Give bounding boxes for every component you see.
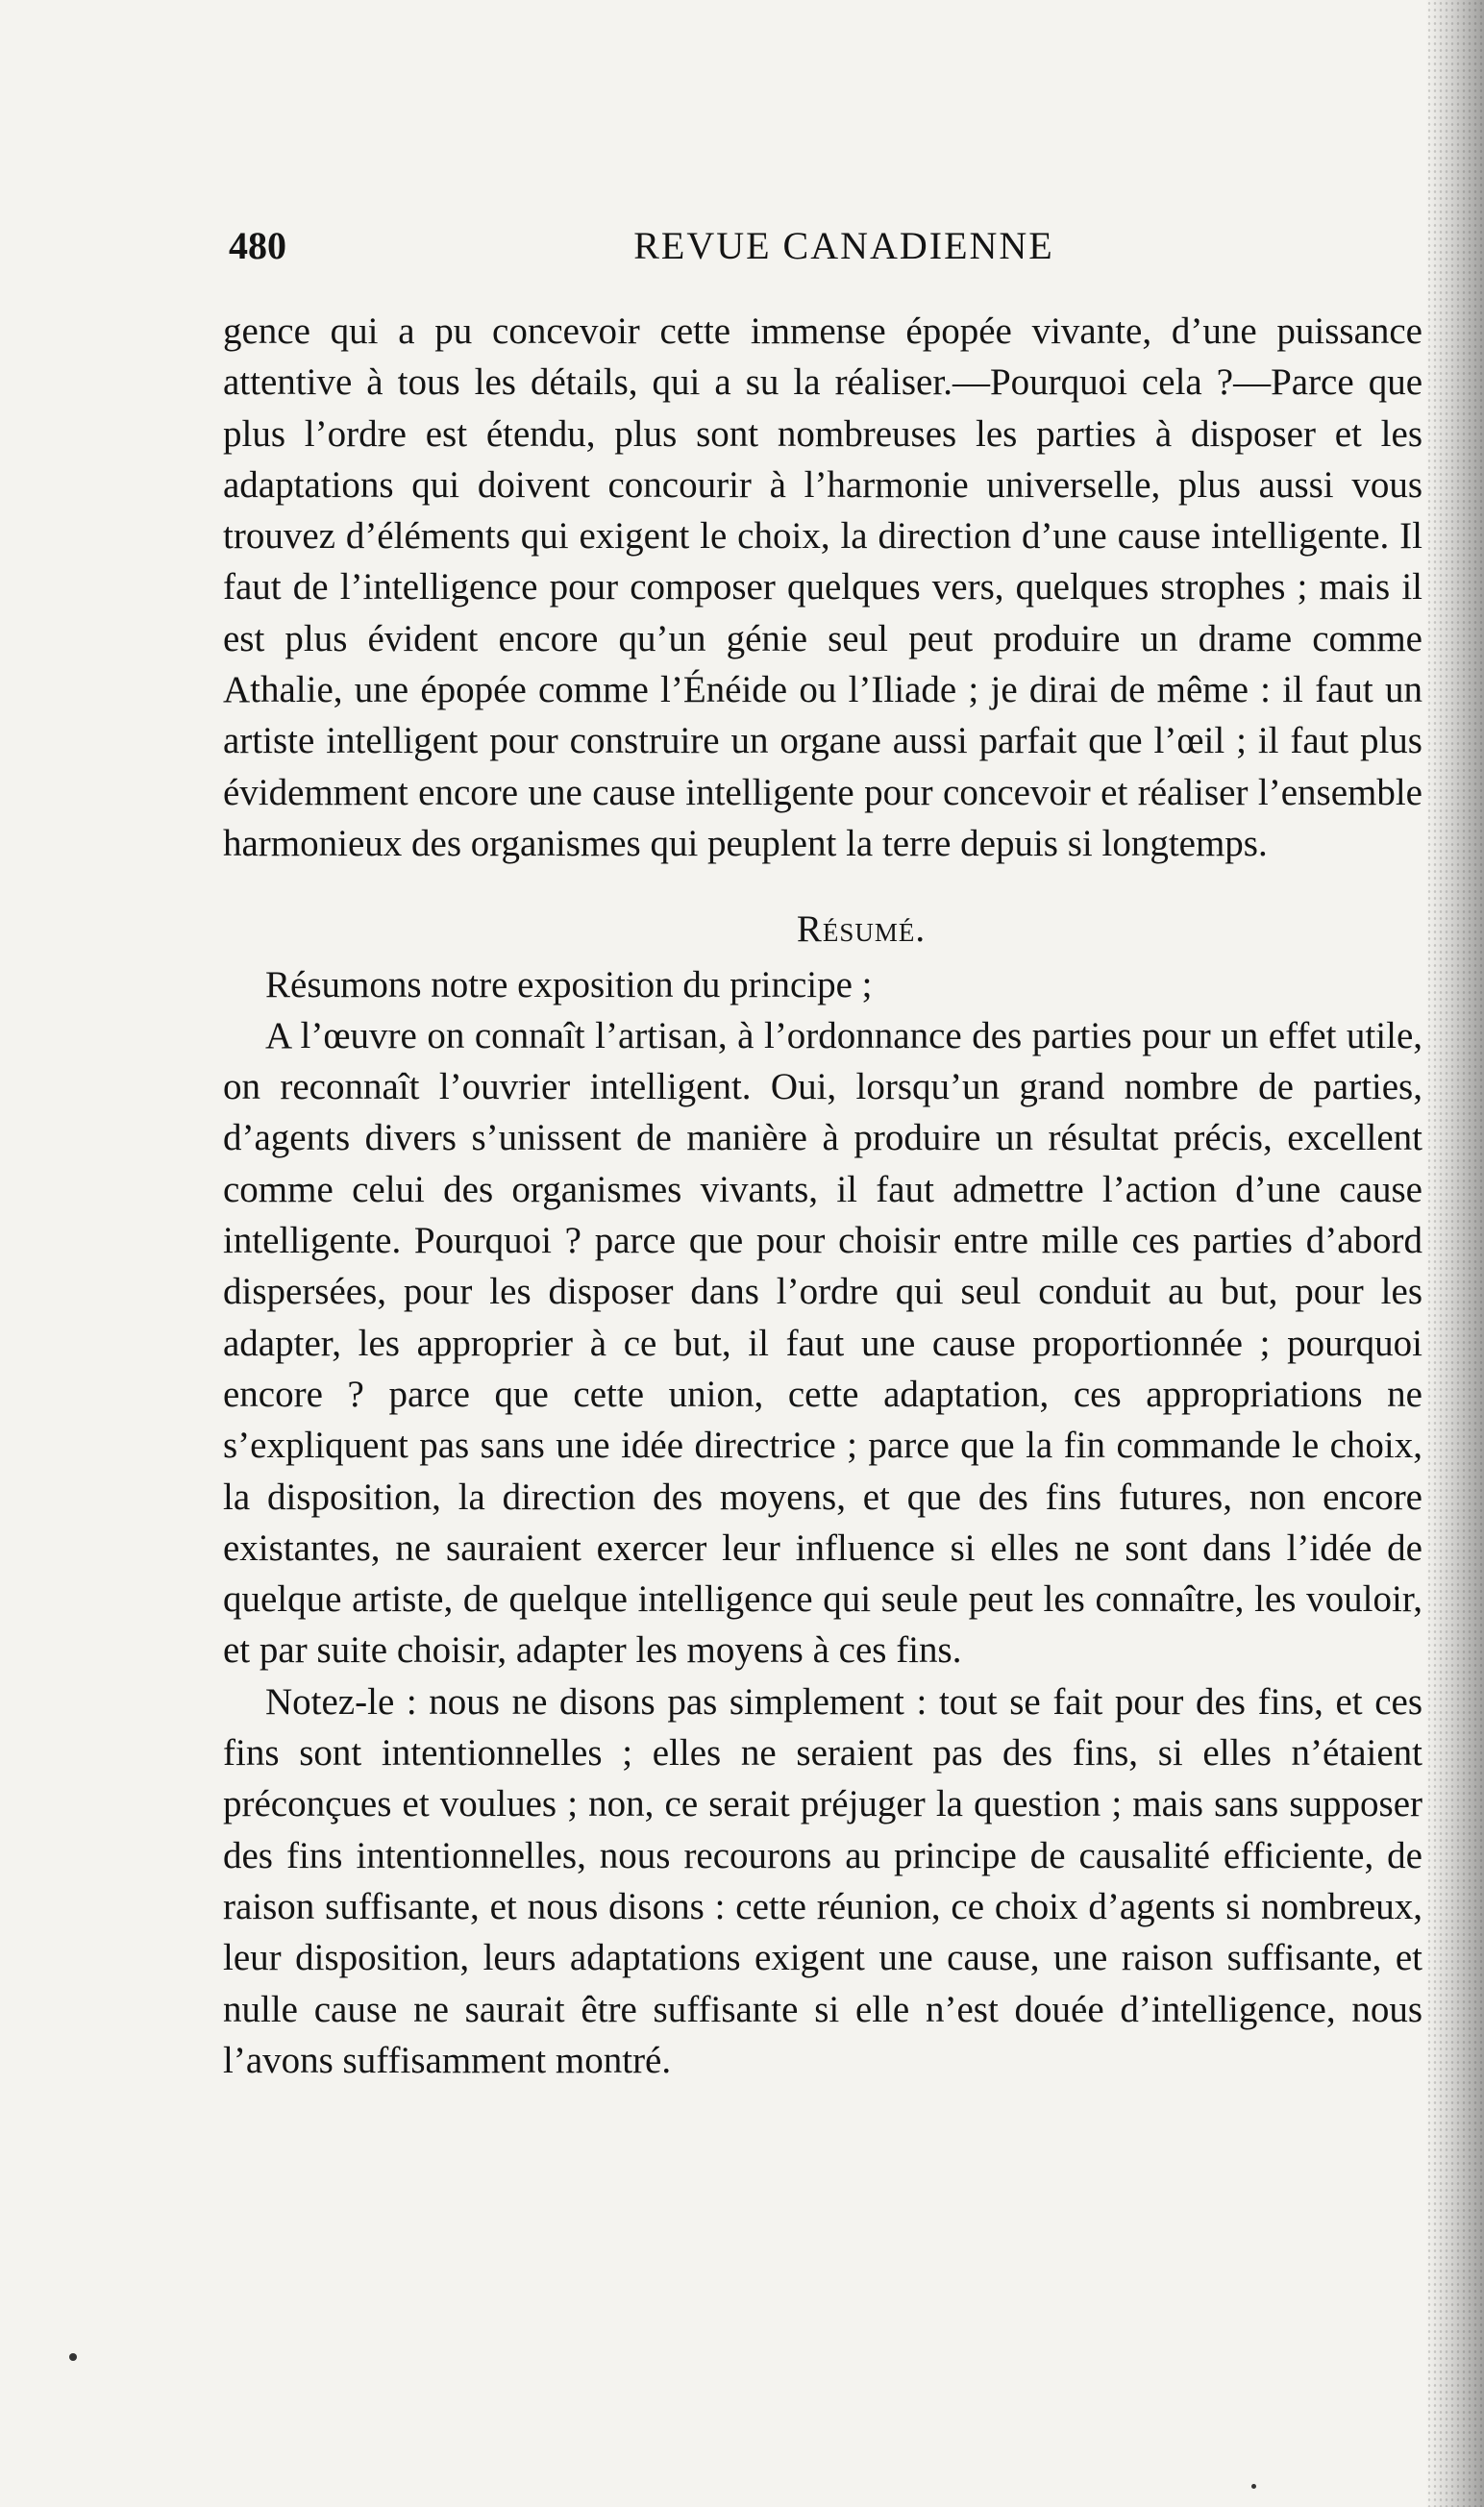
running-title: REVUE CANADIENNE — [633, 224, 1054, 267]
page-edge-shadow — [1426, 0, 1484, 2507]
print-speck — [1251, 2484, 1256, 2489]
paragraph-continuation: gence qui a pu concevoir cette immense épopée vivante, d’une puissance attentive à tous les détails, qui a su la réaliser.—Pourquoi cela ?—Parce que plus l’ordre est étendu, plus sont nombreuses les parties à disposer et les adaptations qui doivent concourir à l’harmonie universelle, plus aussi vous trouvez d’éléments qui exigent le choix, la direction d’une cause intelligente. Il faut de l’intelligence pour composer quelques vers, quelques strophes ; mais il est plus évident encore qu’un génie seul peut produire un drame comme Athalie, une épopée comme l’Énéide ou l’Iliade ; je dirai de même : il faut un artiste intelligent pour construire un organe aussi parfait que l’œil ; il faut plus évidemment encore une cause intelligente pour concevoir et réaliser l’ensemble harmonieux des organismes qui peuplent la terre depuis si longtemps. — [223, 310, 1422, 864]
page-number: 480 — [229, 224, 286, 267]
section-heading: Résumé. — [796, 908, 927, 951]
print-speck — [69, 2353, 77, 2361]
page-header — [229, 223, 1421, 281]
page-body — [223, 306, 1422, 2086]
paragraph-intro: Résumons notre exposition du principe ; — [265, 963, 873, 1005]
paragraph-argument: A l’œuvre on connaît l’artisan, à l’ordonnance des parties pour un effet utile, on reconnaît l’ouvrier intelligent. Oui, lorsqu’un grand nombre de parties, d’agents divers s’unissent de manière à produire un résultat précis, excellent comme celui des organismes vivants, il faut admettre l’action d’une cause intelligente. Pourquoi ? parce que pour choisir entre mille ces parties d’abord dispersées, pour les disposer dans l’ordre qui seul conduit au but, pour les adapter, les approprier à ce but, il faut une cause proportionnée ; pourquoi encore ? parce que cette union, cette adaptation, ces appropriations ne s’expliquent pas sans une idée directrice ; parce que la fin commande le choix, la disposition, la direction des moyens, et que des fins futures, non encore existantes, ne sauraient exercer leur influence si elles ne sont dans l’idée de quelque artiste, de quelque intelligence qui seule peut les connaître, les vouloir, et par suite choisir, adapter les moyens à ces fins. — [223, 1014, 1422, 1672]
paragraph-note: Notez-le : nous ne disons pas simplement : tout se fait pour des fins, et ces fins sont intentionnelles ; elles ne seraient pas des fins, si elles n’étaient préconçues et voulues ; non, ce serait préjuger la question ; mais sans supposer des fins intentionnelles, nous recourons au principe de causalité efficiente, de raison suffisante, et nous disons : cette réunion, ce choix d’agents si nombreux, leur disposition, leurs adaptations exigent une cause, une raison suffisante, et nulle cause ne saurait être suffisante si elle n’est douée d’intelligence, nous l’avons suffisamment montré. — [223, 1680, 1422, 2081]
